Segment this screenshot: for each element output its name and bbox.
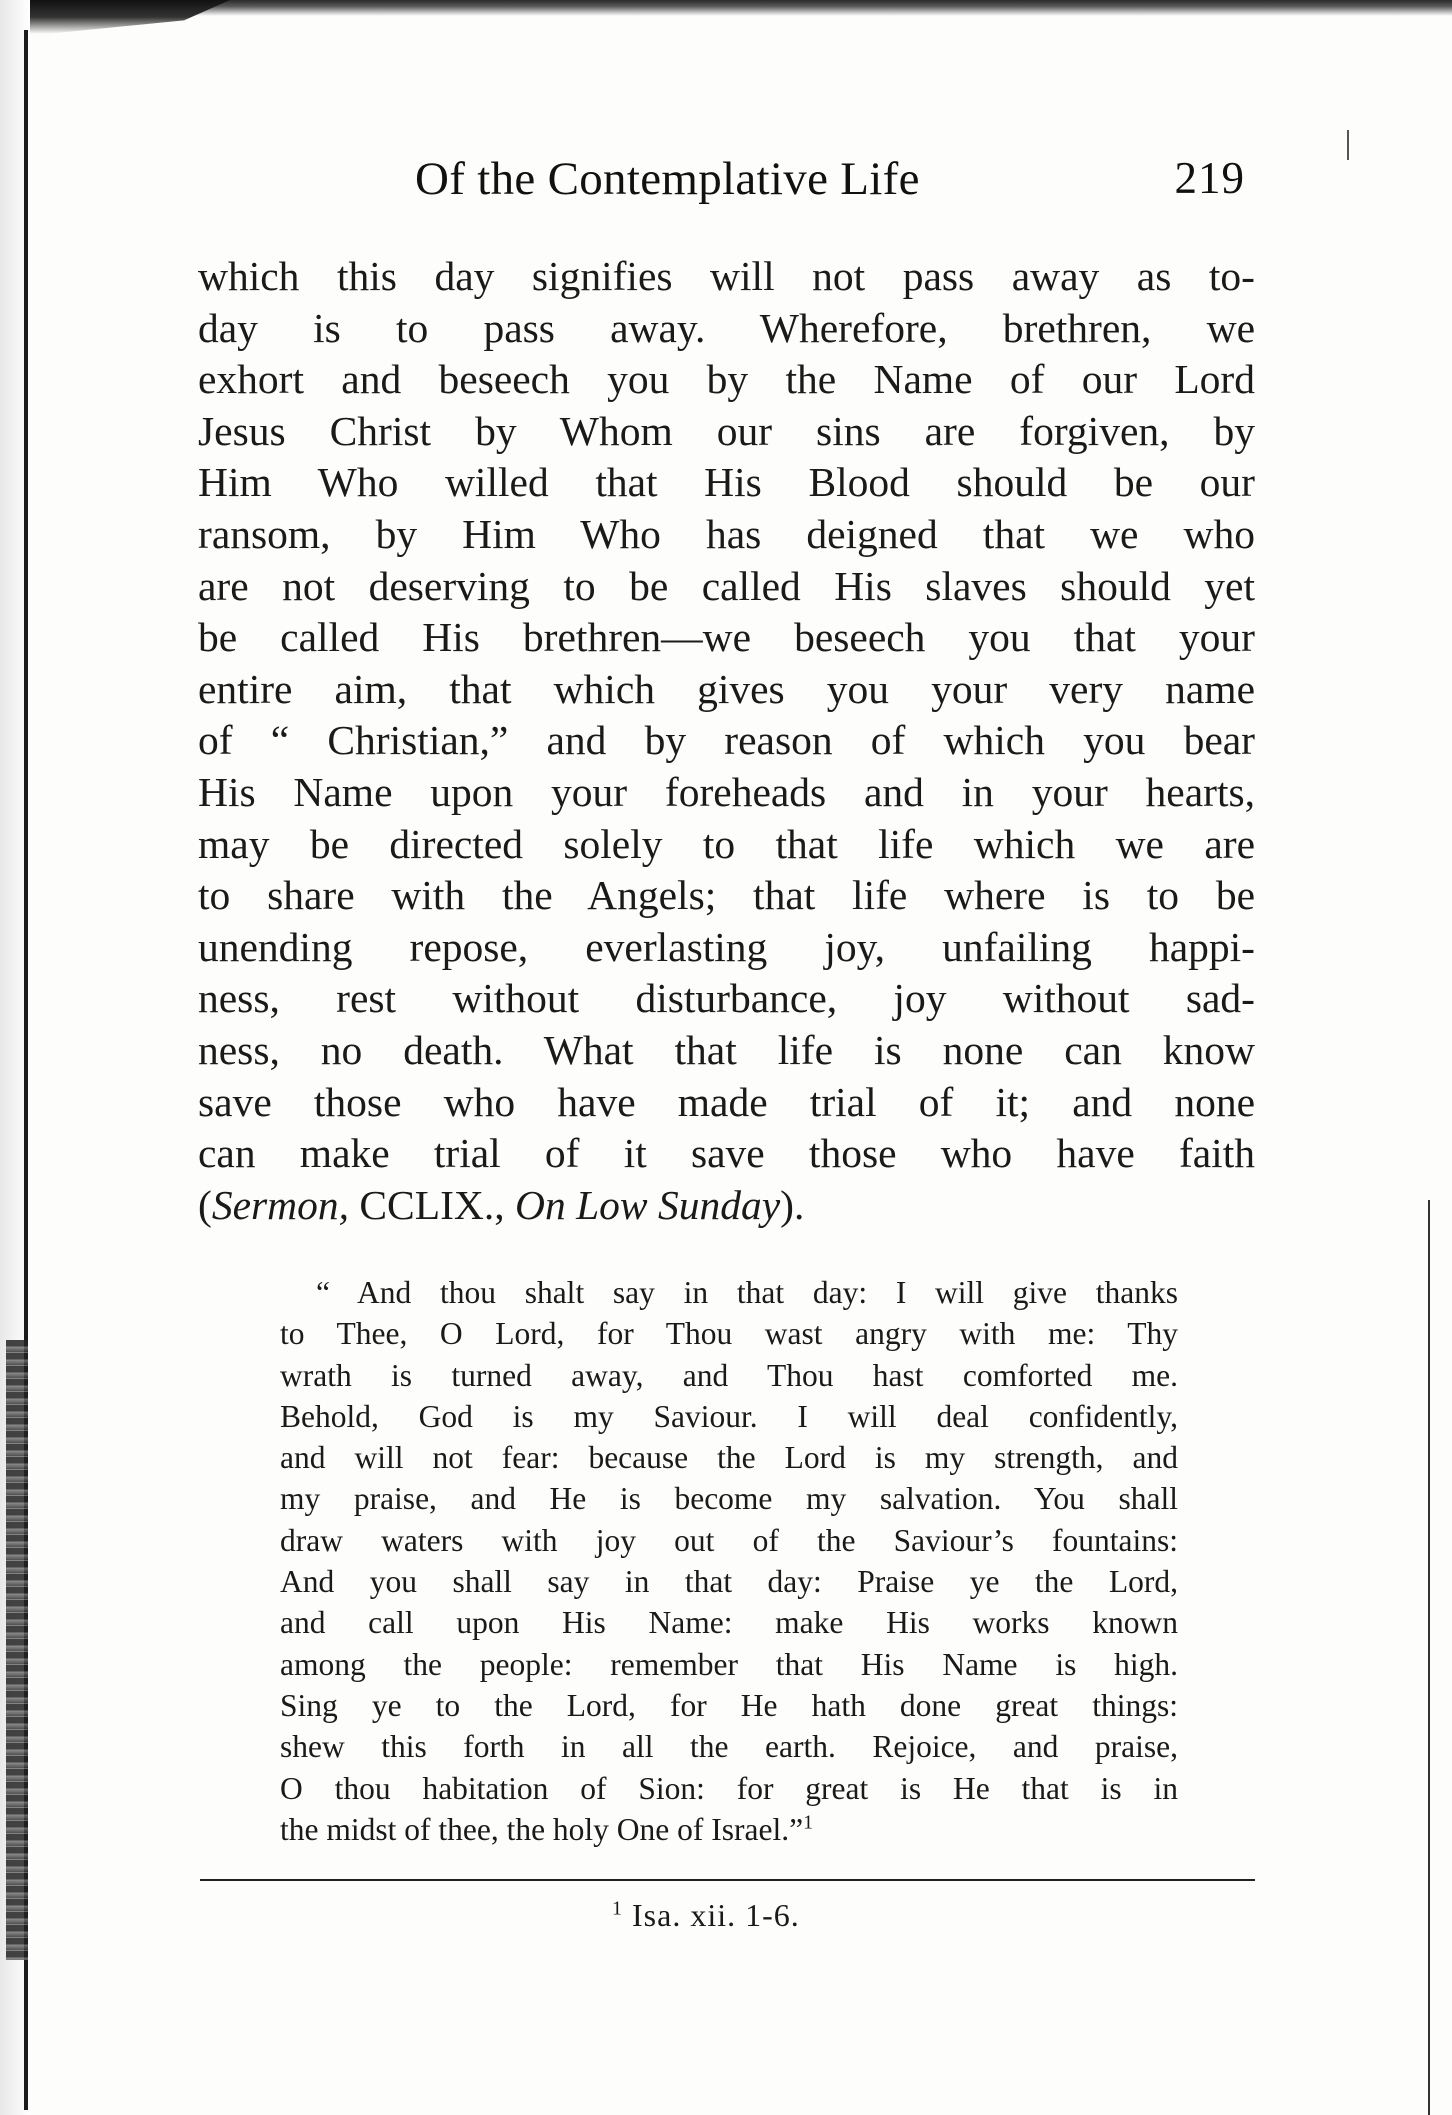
body-line: to share with the Angels; that life where is to be — [198, 872, 1255, 919]
quote-line: Behold, God is my Saviour. I will deal confidently, — [280, 1398, 1178, 1434]
quote-line: shew this forth in all the earth. Rejoice, and praise, — [280, 1729, 1178, 1765]
quote-line: draw waters with joy out of the Saviour’s fountains: — [280, 1522, 1178, 1558]
body-line: which this day signifies will not pass away as to- — [198, 253, 1255, 299]
quote-line: “ And thou shalt say in that day: I will give thanks — [316, 1275, 1178, 1310]
body-line: Jesus Christ by Whom our sins are forgiven, by — [198, 407, 1255, 454]
body-line: Him Who willed that His Blood should be our — [198, 459, 1255, 506]
body-line: day is to pass away. Wherefore, brethren, we — [198, 304, 1255, 351]
footnote — [612, 1897, 800, 1934]
page-right-border — [1428, 1200, 1430, 2115]
quote-line: my praise, and He is become my salvation. You shall — [280, 1481, 1178, 1517]
scan-mark — [1347, 130, 1349, 160]
body-line: can make trial of it save those who have faith — [198, 1130, 1255, 1177]
running-title: Of the Contemplative Life — [415, 153, 920, 205]
quote-line: And you shall say in that day: Praise ye the Lord, — [280, 1564, 1178, 1600]
body-line: ness, rest without disturbance, joy without sad- — [198, 975, 1255, 1022]
page-number: 219 — [1174, 153, 1245, 203]
body-line: His Name upon your foreheads and in your hearts, — [198, 768, 1255, 815]
body-line: may be directed solely to that life which we are — [198, 820, 1255, 867]
scan-top-left-shadow — [0, 0, 230, 34]
block-quote — [280, 1272, 1178, 1850]
body-line: ness, no death. What that life is none can know — [198, 1026, 1255, 1073]
quote-line: and will not fear: because the Lord is my strength, and — [280, 1440, 1178, 1476]
quote-line: among the people: remember that His Name is high. — [280, 1646, 1178, 1682]
quote-line: to Thee, O Lord, for Thou wast angry with me: Thy — [280, 1316, 1178, 1352]
citation-work: Sermon, — [211, 1181, 349, 1228]
running-head — [195, 152, 1255, 222]
body-line: ransom, by Him Who has deigned that we who — [198, 510, 1255, 557]
body-paragraph — [198, 251, 1255, 1231]
body-line: unending repose, everlasting joy, unfailing happi- — [198, 923, 1255, 970]
citation-number: CCLIX., — [349, 1181, 515, 1228]
citation-close: ). — [780, 1181, 805, 1228]
citation-open: ( — [198, 1181, 212, 1228]
quote-line: wrath is turned away, and Thou hast comforted me. — [280, 1357, 1178, 1393]
quote-last-text: the midst of thee, the holy One of Israel.” — [280, 1811, 804, 1847]
quote-line: Sing ye to the Lord, for He hath done great things: — [280, 1687, 1178, 1723]
body-line: entire aim, that which gives you your very name — [198, 665, 1255, 712]
footnote-reference: 1 — [803, 1811, 814, 1834]
scan-binding-smudge — [6, 1340, 28, 1960]
footnote-marker: 1 — [612, 1897, 623, 1920]
footnote-divider — [200, 1879, 1255, 1881]
quote-line-last — [280, 1809, 1178, 1850]
citation-line — [198, 1180, 1255, 1232]
body-line: of “ Christian,” and by reason of which you bear — [198, 717, 1255, 764]
body-line: save those who have made trial of it; and none — [198, 1078, 1255, 1125]
footnote-text: Isa. xii. 1-6. — [623, 1897, 800, 1933]
body-line: exhort and beseech you by the Name of our Lord — [198, 356, 1255, 403]
citation-title: On Low Sunday — [515, 1181, 781, 1228]
body-line: be called His brethren—we beseech you that your — [198, 614, 1255, 661]
quote-line: O thou habitation of Sion: for great is He that is in — [280, 1770, 1178, 1806]
quote-line: and call upon His Name: make His works known — [280, 1605, 1178, 1641]
body-line: are not deserving to be called His slaves should yet — [198, 562, 1255, 609]
